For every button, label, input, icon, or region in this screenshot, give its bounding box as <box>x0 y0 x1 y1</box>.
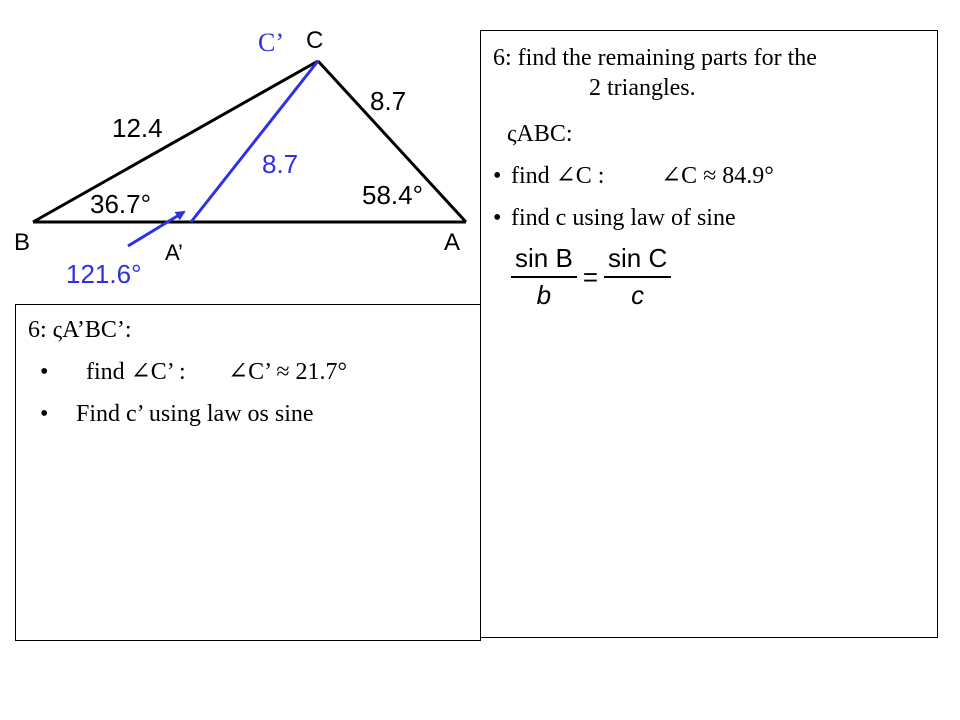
label-c-prime: C’ <box>258 28 284 57</box>
side-bc-length: 12.4 <box>112 113 163 143</box>
angle-a-value: 58.4° <box>362 180 424 210</box>
label-b: B <box>14 229 31 256</box>
label-c: C <box>306 27 324 54</box>
side-c-prime-a-prime-line <box>191 61 318 222</box>
bullet: • <box>493 205 502 231</box>
right-item-find-c <box>493 203 927 233</box>
find-c-prime-text: Find c’ using law os sine <box>76 401 314 427</box>
bullet: • <box>40 401 49 427</box>
left-item-find-angle-c-prime <box>28 357 470 387</box>
side-ca-prime-length: 8.7 <box>262 149 299 179</box>
formula-fraction-left <box>511 243 577 311</box>
right-title-line2: 2 triangles. <box>589 75 696 101</box>
angle-b-value: 36.7° <box>90 189 152 219</box>
triangle-abc-label: ςABC: <box>507 121 573 147</box>
law-of-sines-formula <box>511 243 671 311</box>
label-a: A <box>444 229 461 256</box>
find-angle-c-prime-text: find ∠C’ : <box>86 359 186 385</box>
bullet: • <box>493 163 502 189</box>
right-item-find-angle-c <box>493 161 927 191</box>
left-item-find-c-prime <box>28 399 470 429</box>
formula-numerator-left: sin B <box>515 243 573 273</box>
triangle-diagram <box>0 0 480 300</box>
left-title: 6: ςA’BC’: <box>28 317 132 343</box>
right-text-box <box>480 30 938 638</box>
angle-c-prime-result: ∠C’ ≈ 21.7° <box>228 359 348 385</box>
find-angle-c-text: find ∠C : <box>511 163 605 189</box>
formula-numerator-right: sin C <box>608 243 668 273</box>
side-bc-line <box>33 61 318 222</box>
formula-fraction-right <box>604 243 671 311</box>
formula-equals: = <box>582 261 598 292</box>
formula-denominator-left: b <box>536 280 552 310</box>
side-ca-length: 8.7 <box>370 86 407 116</box>
label-a-prime: A’ <box>165 240 183 265</box>
right-title-line1: 6: find the remaining parts for the <box>493 45 817 71</box>
angle-c-result: ∠C ≈ 84.9° <box>661 163 774 189</box>
formula-denominator-right: c <box>631 280 645 310</box>
left-text-box <box>15 304 481 641</box>
bullet: • <box>40 359 49 385</box>
find-c-text: find c using law of sine <box>511 205 736 231</box>
angle-a-prime-value: 121.6° <box>66 259 142 289</box>
